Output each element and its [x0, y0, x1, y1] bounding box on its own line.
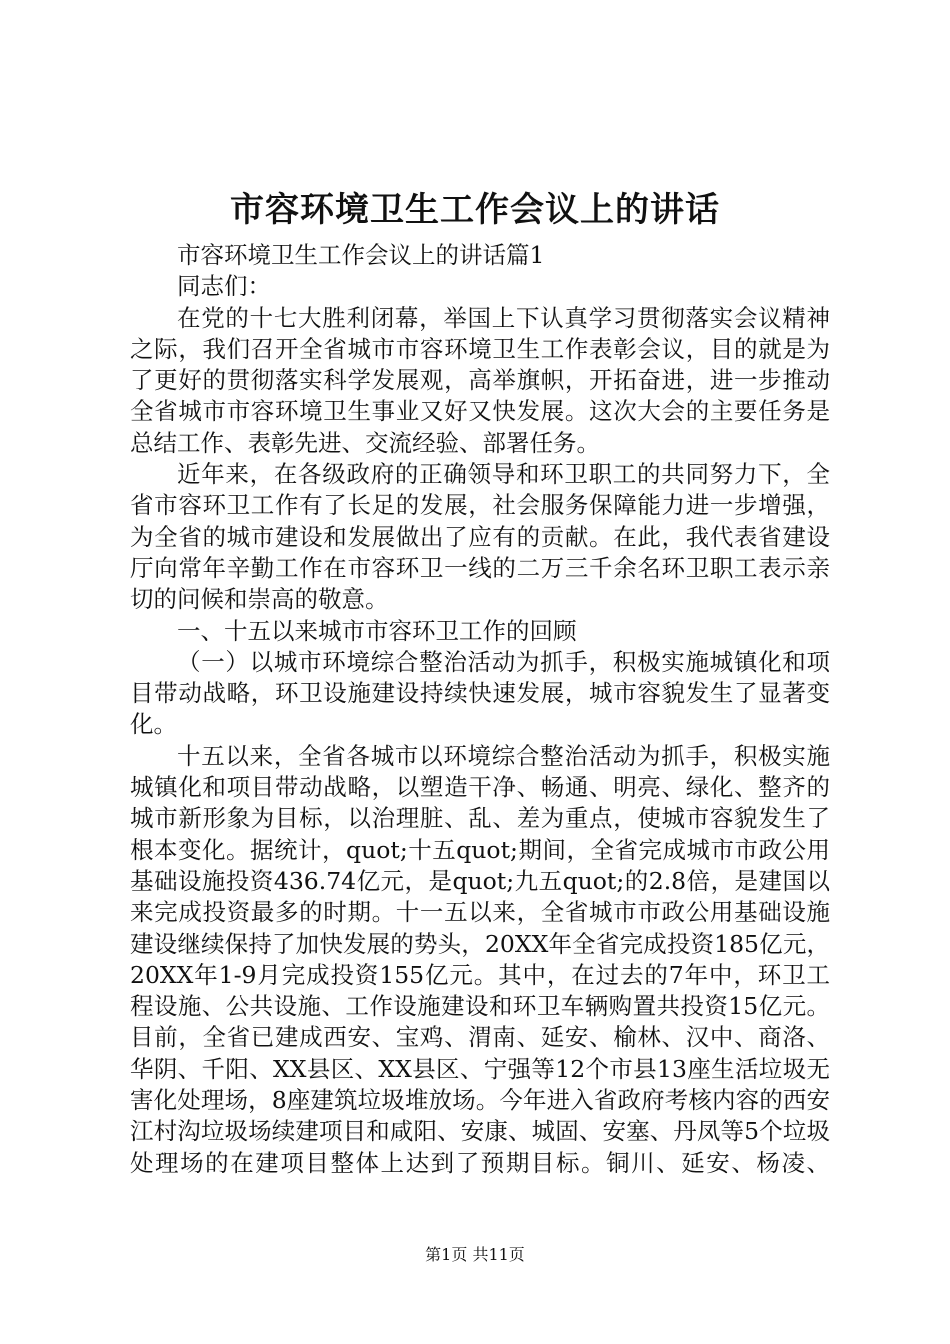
- section-heading: 市容环境卫生工作会议上的讲话篇1: [177, 241, 545, 269]
- section-heading: 一、十五以来城市市容环卫工作的回顾: [177, 616, 577, 645]
- paragraph: （一）以城市环境综合整治活动为抓手，积极实施城镇化和项目带动战略，环卫设施建设持续快速发展，城市容貌发生了显著变化。: [130, 647, 830, 739]
- document-body: [130, 240, 830, 1179]
- paragraph: 近年来，在各级政府的正确领导和环卫职工的共同努力下，全省市容环卫工作有了长足的发展，社会服务保障能力进一步增强，为全省的城市建设和发展做出了应有的贡献。在此，我代表省建设厅向常年辛勤工作在市容环卫一线的二万三千余名环卫职工表示亲切的问候和崇高的敬意。: [130, 460, 830, 614]
- paragraph: 十五以来，全省各城市以环境综合整治活动为抓手，积极实施城镇化和项目带动战略，以塑造干净、畅通、明亮、绿化、整齐的城市新形象为目标，以治理脏、乱、差为重点，使城市容貌发生了根本变化。据统计，quot;十五quot;期间，全省完成城市市政公用基础设施投资436.74亿元，是quot;九五quot;的2.8倍，是建国以来完成投资最多的时期。十一五以来，全省城市市政公用基础设施建设继续保持了加快发展的势头，20XX年全省完成投资185亿元，20XX年1-9月完成投资155亿元。其中，在过去的7年中，环卫工程设施、公共设施、工作设施建设和环卫车辆购置共投资15亿元。目前，全省已建成西安、宝鸡、渭南、延安、榆林、汉中、商洛、华阴、千阳、XX县区、XX县区、宁强等12个市县13座生活垃圾无害化处理场，8座建筑垃圾堆放场。今年进入省政府考核内容的西安江村沟垃圾场续建项目和咸阳、安康、城固、安塞、丹凤等5个垃圾处理场的在建项目整体上达到了预期目标。铜川、延安、杨凌、: [130, 741, 830, 1177]
- page-footer: 第1页 共11页: [425, 1245, 525, 1264]
- salutation: 同志们：: [177, 272, 271, 301]
- paragraph: 在党的十七大胜利闭幕，举国上下认真学习贯彻落实会议精神之际，我们召开全省城市市容环境卫生工作表彰会议，目的就是为了更好的贯彻落实科学发展观，高举旗帜，开拓奋进，进一步推动全省城市市容环境卫生事业又好又快发展。这次大会的主要任务是总结工作、表彰先进、交流经验、部署任务。: [130, 303, 830, 457]
- document-title: 市容环境卫生工作会议上的讲话: [230, 190, 720, 230]
